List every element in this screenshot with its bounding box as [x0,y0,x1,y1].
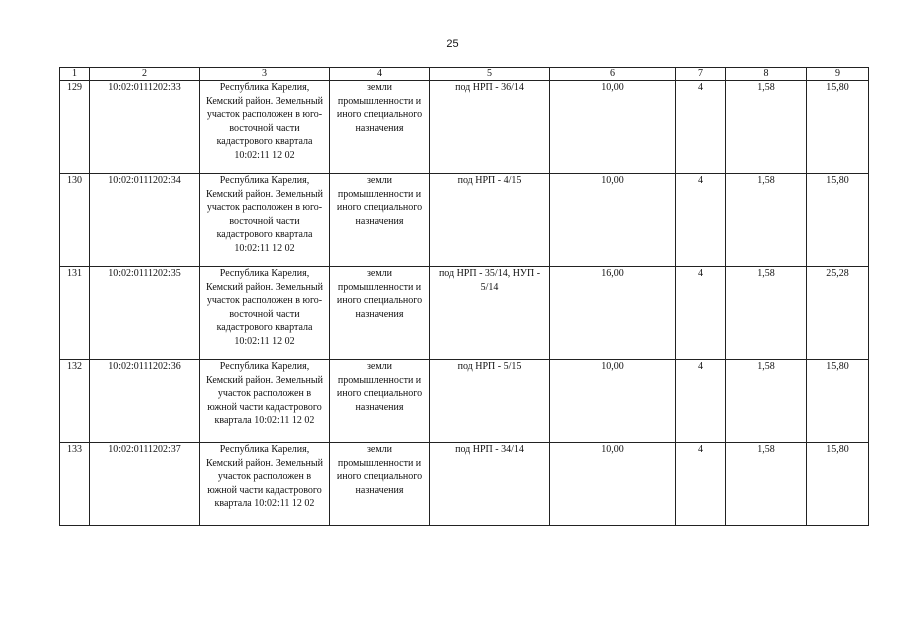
table-row [60,360,869,443]
land-purpose: под НРП - 34/14 [430,443,550,526]
land-category: земли промышленности и иного специального назначения [330,81,430,174]
column-7-value: 4 [676,443,726,526]
plot-location: Республика Карелия, Кемский район. Земельный участок расположен в южной части кадастрового квартала 10:02:11 12 02 [200,443,330,526]
column-7-value: 4 [676,81,726,174]
cadastral-number: 10:02:0111202:36 [90,360,200,443]
land-purpose: под НРП - 36/14 [430,81,550,174]
cadastral-number: 10:02:0111202:35 [90,267,200,360]
row-number: 130 [60,174,90,267]
column-header: 5 [430,68,550,81]
column-header: 6 [550,68,676,81]
header-row [60,68,869,81]
plot-location: Республика Карелия, Кемский район. Земельный участок расположен в юго-восточной части кадастрового квартала 10:02:11 12 02 [200,81,330,174]
rate-value: 1,58 [726,174,807,267]
column-7-value: 4 [676,267,726,360]
plot-area: 10,00 [550,174,676,267]
total-value: 25,28 [807,267,869,360]
land-category: земли промышленности и иного специального назначения [330,174,430,267]
row-number: 129 [60,81,90,174]
plot-location: Республика Карелия, Кемский район. Земельный участок расположен в южной части кадастрового квартала 10:02:11 12 02 [200,360,330,443]
total-value: 15,80 [807,443,869,526]
column-7-value: 4 [676,174,726,267]
plot-area: 10,00 [550,81,676,174]
rate-value: 1,58 [726,267,807,360]
land-category: земли промышленности и иного специального назначения [330,360,430,443]
rate-value: 1,58 [726,81,807,174]
land-purpose: под НРП - 5/15 [430,360,550,443]
plot-area: 10,00 [550,443,676,526]
column-header: 9 [807,68,869,81]
land-purpose: под НРП - 35/14, НУП - 5/14 [430,267,550,360]
table-row [60,81,869,174]
land-category: земли промышленности и иного специального назначения [330,267,430,360]
land-plot-table [59,67,869,526]
column-header: 1 [60,68,90,81]
table-row [60,267,869,360]
column-header: 8 [726,68,807,81]
total-value: 15,80 [807,174,869,267]
table-row [60,443,869,526]
column-7-value: 4 [676,360,726,443]
plot-area: 16,00 [550,267,676,360]
rate-value: 1,58 [726,360,807,443]
total-value: 15,80 [807,360,869,443]
cadastral-number: 10:02:0111202:37 [90,443,200,526]
total-value: 15,80 [807,81,869,174]
land-category: земли промышленности и иного специального назначения [330,443,430,526]
plot-location: Республика Карелия, Кемский район. Земельный участок расположен в юго-восточной части кадастрового квартала 10:02:11 12 02 [200,267,330,360]
row-number: 133 [60,443,90,526]
rate-value: 1,58 [726,443,807,526]
cadastral-number: 10:02:0111202:33 [90,81,200,174]
column-header: 3 [200,68,330,81]
column-header: 2 [90,68,200,81]
page-number: 25 [446,38,459,50]
row-number: 131 [60,267,90,360]
row-number: 132 [60,360,90,443]
cadastral-number: 10:02:0111202:34 [90,174,200,267]
plot-location: Республика Карелия, Кемский район. Земельный участок расположен в юго-восточной части кадастрового квартала 10:02:11 12 02 [200,174,330,267]
table-row [60,174,869,267]
land-purpose: под НРП - 4/15 [430,174,550,267]
column-header: 7 [676,68,726,81]
column-header: 4 [330,68,430,81]
plot-area: 10,00 [550,360,676,443]
